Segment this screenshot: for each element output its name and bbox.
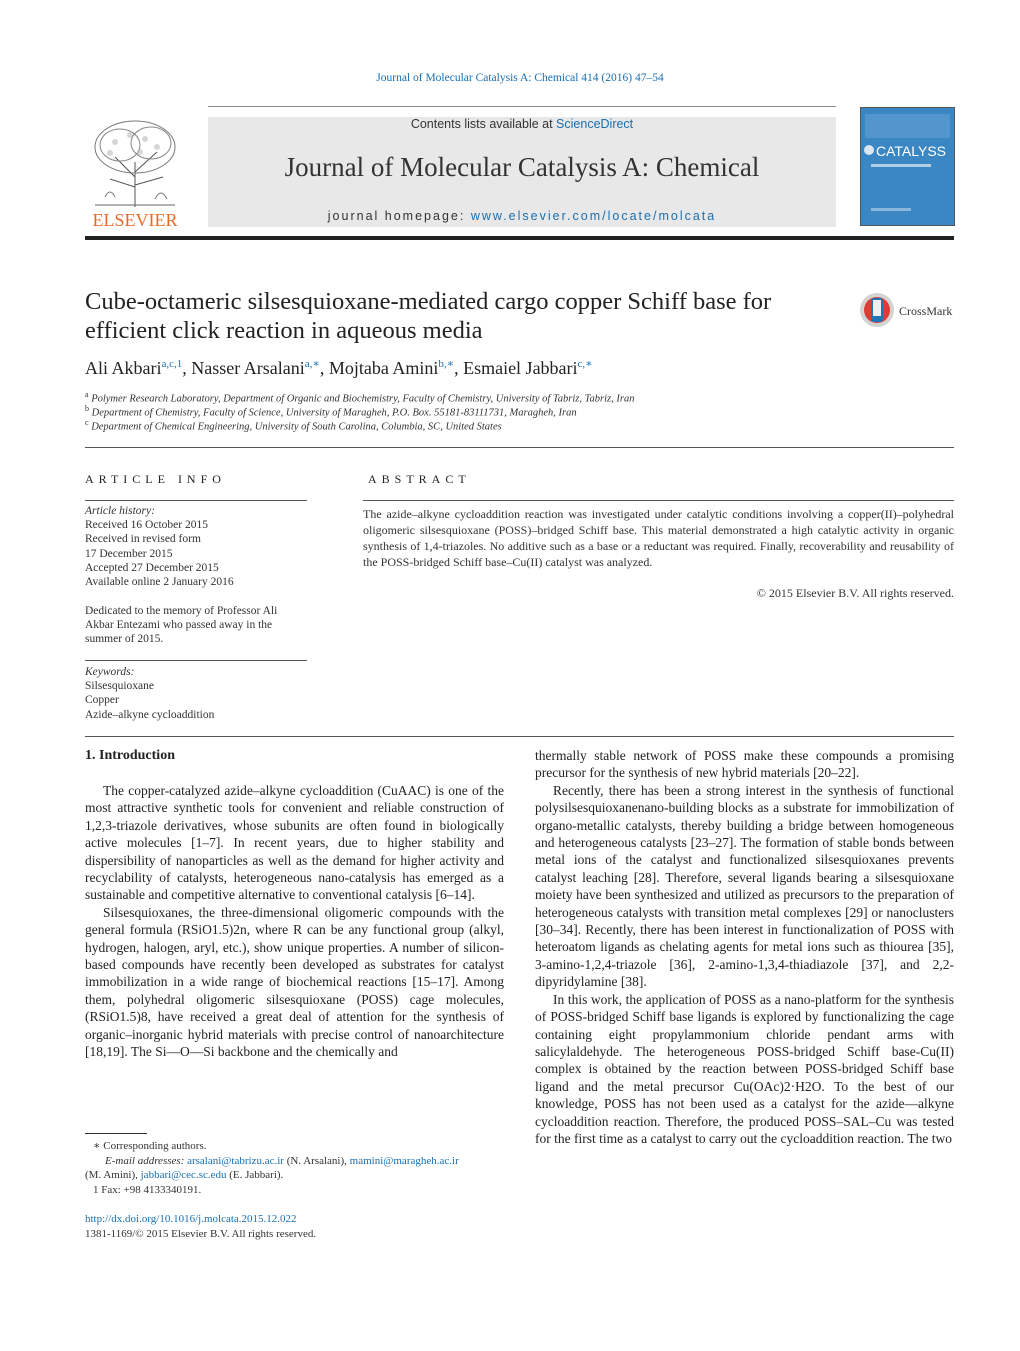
author-separator: , — [319, 358, 329, 378]
keyword-list — [85, 679, 307, 722]
email-addresses: E-mail addresses: arsalani@tabrizu.ac.ir (N. Arsalani), mamini@maragheh.ac.ir — [105, 1154, 459, 1167]
title-line-2: efficient click reaction in aqueous media — [85, 317, 483, 344]
intro-paragraph-continued: thermally stable network of POSS make these compounds a promising precursor for the synthesis of new hybrid materials [20–22]. — [535, 748, 954, 781]
crossmark-badge[interactable] — [859, 290, 959, 330]
intro-right-column — [535, 747, 954, 1147]
author-affiliation-marks[interactable]: b,∗ — [438, 358, 455, 370]
doi-link[interactable]: http://dx.doi.org/10.1016/j.molcata.2015.12.022 — [85, 1213, 297, 1225]
introduction-heading: 1. Introduction — [85, 748, 175, 763]
crossmark-icon — [860, 293, 894, 327]
history-item: Accepted 27 December 2015 — [85, 561, 219, 574]
keywords-label: Keywords: — [85, 666, 135, 678]
cover-title: CATALYSS — [875, 143, 947, 159]
email-label: E-mail addresses: — [105, 1154, 188, 1167]
author-separator: , — [182, 358, 192, 378]
journal-cover-image — [860, 107, 955, 226]
keywords-block — [85, 665, 307, 722]
article-info-rule — [85, 500, 307, 501]
history-item: Received in revised form — [85, 533, 201, 546]
author-name: Ali Akbari — [85, 358, 162, 378]
email-arsalani[interactable]: arsalani@tabrizu.ac.ir — [187, 1154, 284, 1167]
email-addresses-cont: (M. Amini), jabbari@cec.sc.edu (E. Jabbari). — [85, 1169, 284, 1181]
journal-homepage — [208, 209, 836, 223]
elsevier-logo — [85, 117, 185, 229]
abstract-heading: ABSTRACT — [368, 472, 471, 486]
homepage-prefix: journal homepage: — [327, 209, 471, 223]
keyword-item: Copper — [85, 694, 119, 707]
svg-text:ELSEVIER: ELSEVIER — [92, 210, 178, 229]
email-jabbari[interactable]: jabbari@cec.sc.edu — [140, 1169, 227, 1181]
issn-line: 1381-1169/© 2015 Elsevier B.V. All rights reserved. — [85, 1227, 317, 1240]
affiliation-c: $^c$ Department of Chemical Engineering, University of South Carolina, Columbia, SC, United States — [85, 418, 502, 433]
keyword-item: Azide–alkyne cycloaddition — [85, 708, 215, 721]
keywords-rule — [85, 660, 307, 661]
intro-paragraph-3: Recently, there has been a strong interest in the synthesis of functional polysilsesquioxanenano-building blocks as a substrate for immobilization of organo-metallic catalysts, thereby building a bridge between homogeneous and heterogeneous catalysts [23–27]. The formation of stable bonds between metal ions of the catalyst and functionalized silsesquioxanes prevents catalyst leaching [28]. Therefore, several ligands bearing a silsesquioxane moiety have been synthesized and utilized as precursors to the preparation of heterogeneous catalysts with transition metal complexes [29] or nanoclusters [30–34]. Recently, there has been interest in functionalization of POSS with heteroatom ligands as chelating agents for metal ions such as thiourea [35], 3-amino-1,2,4-triazole [36], 2-amino-1,3,4-thiadiazole [37], and 2,2-dipyridylamine [38]. — [535, 782, 954, 990]
masthead-top-rule — [208, 106, 836, 107]
history-item: Available online 2 January 2016 — [85, 576, 234, 589]
author-affiliation-marks[interactable]: c,∗ — [577, 358, 593, 370]
journal-title: Journal of Molecular Catalysis A: Chemical — [284, 152, 760, 182]
sciencedirect-link[interactable]: ScienceDirect — [556, 117, 634, 131]
history-list — [85, 518, 307, 589]
affiliation-b: $^b$ Department of Chemistry, Faculty of Science, University of Maragheh, P.O. Box. 55181-83111731, Maragheh, Iran — [85, 404, 577, 419]
corresponding-authors-note: ∗ Corresponding authors. — [93, 1140, 207, 1152]
abstract-rule — [363, 500, 954, 501]
header-divider — [85, 236, 954, 240]
intro-paragraph-4: In this work, the application of POSS as a nano-platform for the synthesis of POSS-bridged Schiff base ligands is explored by functionalizing the cage containing eight propylammonium chloride pendant arms with salicylaldehyde. The heterogeneous POSS-bridged Schiff base-Cu(II) complex is obtained by the reaction between POSS-bridged Schiff base ligand and the metal precursor Cu(OAc)2·H2O. To the best of our knowledge, POSS has not been used as a catalyst for the azide—alkyne cycloaddition reaction. Therefore, the produced POSS–SAL–Cu was tested for the first time as a catalyst to carry out the cycloaddition reaction. The two — [535, 991, 954, 1146]
abstract-copyright: © 2015 Elsevier B.V. All rights reserved. — [756, 586, 954, 600]
history-label: Article history: — [85, 505, 155, 517]
abstract-text: The azide–alkyne cycloaddition reaction was investigated under catalytic conditions involving a copper(II)–polyhedral oligomeric silsesquioxane (POSS)–bridged Schiff base. This material demonstrated a high catalytic activity in organic synthesis of 1,4-triazoles. No additive such as a base or a reductant was required. Finally, recoverability and reusability of the POSS-bridged Schiff base–Cu(II) catalyst was analyzed. — [363, 507, 954, 569]
body-divider — [85, 736, 954, 737]
footnote-rule — [85, 1133, 147, 1134]
dedication-line: Akbar Entezami who passed away in the — [85, 619, 273, 632]
history-item: Received 16 October 2015 — [85, 519, 208, 532]
article-history — [85, 504, 307, 589]
journal-reference[interactable]: Journal of Molecular Catalysis A: Chemical 414 (2016) 47–54 — [376, 72, 664, 84]
article-info-heading: ARTICLE INFO — [85, 472, 226, 486]
author-name: Esmaiel Jabbari — [463, 358, 578, 378]
dedication-line: summer of 2015. — [85, 633, 164, 646]
author-name: Nasser Arsalani — [191, 358, 305, 378]
homepage-link[interactable]: www.elsevier.com/locate/molcata — [470, 209, 717, 223]
title-line-1: Cube-octameric silsesquioxane-mediated cargo copper Schiff base for — [85, 288, 772, 315]
footnotes — [85, 1139, 513, 1197]
affiliation-a: $^a$ Polymer Research Laboratory, Department of Organic and Biochemistry, Faculty of Chemistry, University of Tabriz, Tabriz, Iran — [85, 390, 635, 405]
author-name: Mojtaba Amini — [328, 358, 439, 378]
svg-text:CrossMark: CrossMark — [899, 304, 953, 318]
intro-paragraph-1: The copper-catalyzed azide–alkyne cycloaddition (CuAAC) is one of the most attractive synthetic tools for convenient and reliable construction of 1,2,3-triazole derivatives, whose subunits are often found in biologically active molecules [1–7]. In recent years, due to higher stability and dispersibility of nanoparticles as well as the demand for higher activity and recyclability of catalysts, heterogeneous nano-catalysis has emerged as a sustainable and competitive alternative to conventional catalysis [6–14]. — [85, 783, 504, 903]
dedication-line: Dedicated to the memory of Professor Ali — [85, 605, 278, 617]
intro-paragraph-2: Silsesquioxanes, the three-dimensional oligomeric compounds with the general formula (RSiO1.5)2n, where R can be any functional group (alkyl, hydrogen, halogen, aryl, etc.), show unique properties. A number of silicon-based compounds have recently been developed as substrates for catalyst immobilization in a wide range of biochemical reactions [15–17]. Among them, polyhedral oligomeric silsesquioxane (POSS) cage molecules, (RSiO1.5)8, have received a great deal of attention for the synthesis of organic–inorganic hybrid materials with precise control of nanoarchitecture [18,19]. The Si—O—Si backbone and the chemically and — [85, 904, 504, 1060]
history-item: 17 December 2015 — [85, 547, 173, 560]
fax-note: 1 Fax: +98 4133340191. — [93, 1183, 202, 1196]
elsevier-tree-icon — [85, 117, 185, 229]
dedication — [85, 604, 307, 647]
author-list — [85, 357, 593, 379]
email-amini[interactable]: mamini@maragheh.ac.ir — [349, 1154, 459, 1167]
author-separator: , — [454, 358, 464, 378]
intro-left-column — [85, 782, 504, 1061]
affiliation-divider — [85, 447, 954, 448]
author-affiliation-marks[interactable]: a,c,1 — [161, 358, 183, 370]
contents-line — [208, 117, 836, 131]
article-title — [85, 287, 845, 345]
author-affiliation-marks[interactable]: a,∗ — [304, 358, 320, 370]
keyword-item: Silsesquioxane — [85, 680, 154, 693]
doi-block — [85, 1212, 316, 1241]
contents-prefix: Contents lists available at — [410, 117, 557, 131]
